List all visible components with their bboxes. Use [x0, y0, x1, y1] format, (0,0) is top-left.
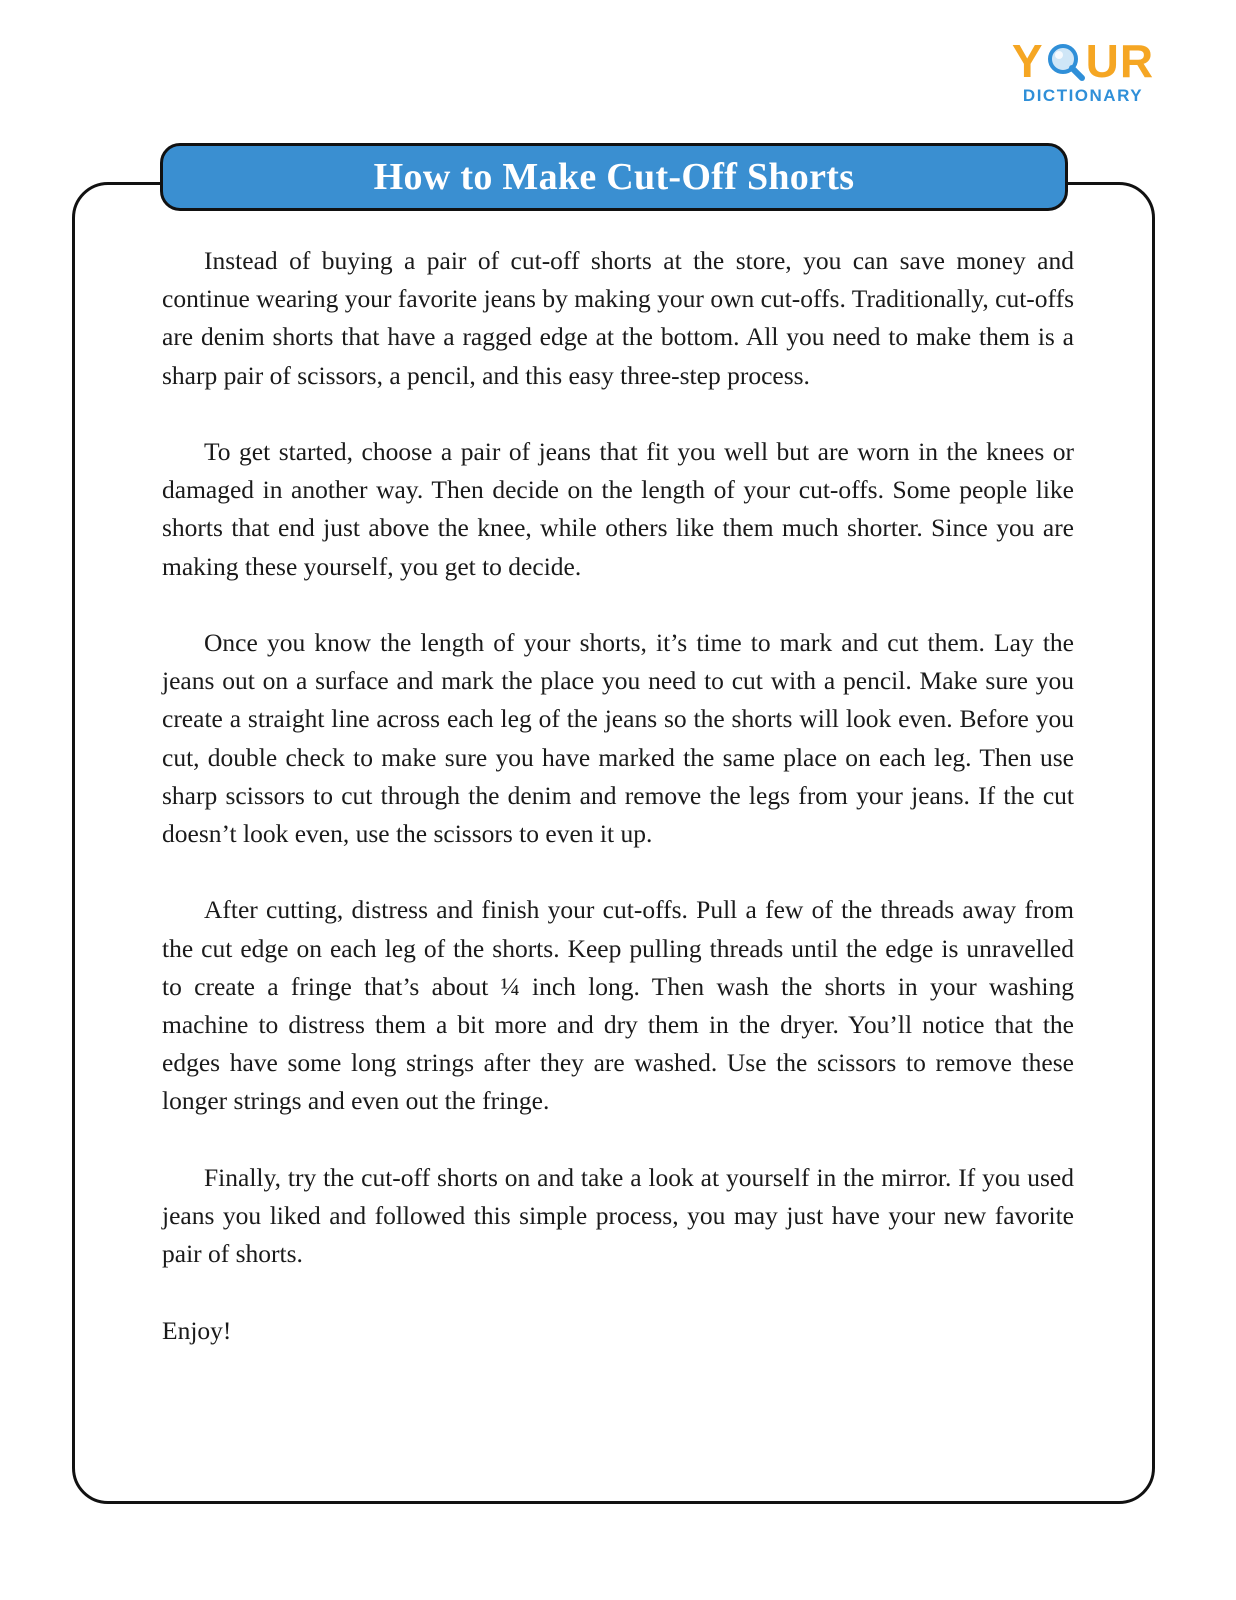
paragraph-getting-started: To get started, choose a pair of jeans that fit you well but are worn in the knees or damaged in another way. Then decide on the length of your cut-offs. Some people like shorts that end just above the knee, while others like them much shorter. Since you are making these yourself, you get to decide.	[162, 437, 1074, 581]
your-dictionary-logo[interactable]	[1008, 35, 1158, 106]
logo-wordmark-top	[1008, 35, 1158, 87]
logo-letters-ur: UR	[1085, 35, 1155, 87]
paragraph-mark-and-cut: Once you know the length of your shorts, it’s time to mark and cut them. Lay the jeans out on a surface and mark the place you need to cut with a pencil. Make sure you create a straight line across each leg of the jeans so the shorts will look even. Before you cut, double check to make sure you have marked the same place on each leg. Then use sharp scissors to cut through the denim and remove the legs from your jeans. If the cut doesn’t look even, use the scissors to even it up.	[162, 628, 1074, 849]
paragraph-distress-finish: After cutting, distress and finish your cut-offs. Pull a few of the threads away from the cut edge on each leg of the shorts. Keep pulling threads until the edge is unravelled to create a fringe that’s about ¼ inch long. Then wash the shorts in your washing machine to distress them a bit more and dry them in the dryer. You’ll notice that the edges have some long strings after they are washed. Use the scissors to remove these longer strings and even out the fringe.	[162, 895, 1074, 1116]
closing-line: Enjoy!	[162, 1315, 232, 1345]
title-banner	[160, 143, 1068, 211]
paragraph-finally: Finally, try the cut-off shorts on and take a look at yourself in the mirror. If you used jeans you liked and followed this simple process, you may just have your new favorite pair of shorts.	[162, 1162, 1074, 1269]
page-title: How to Make Cut-Off Shorts	[373, 156, 855, 198]
article-body	[162, 242, 1074, 1388]
logo-letter-y: Y	[1011, 35, 1044, 87]
paragraph-intro: Instead of buying a pair of cut-off shorts at the store, you can save money and continue wearing your favorite jeans by making your own cut-offs. Traditionally, cut-offs are denim shorts that have a ragged edge at the bottom. All you need to make them is a sharp pair of scissors, a pencil, and this easy three-step process.	[162, 246, 1074, 390]
magnifying-glass-icon	[1045, 41, 1085, 81]
logo-wordmark-bottom: DICTIONARY	[1022, 86, 1144, 105]
